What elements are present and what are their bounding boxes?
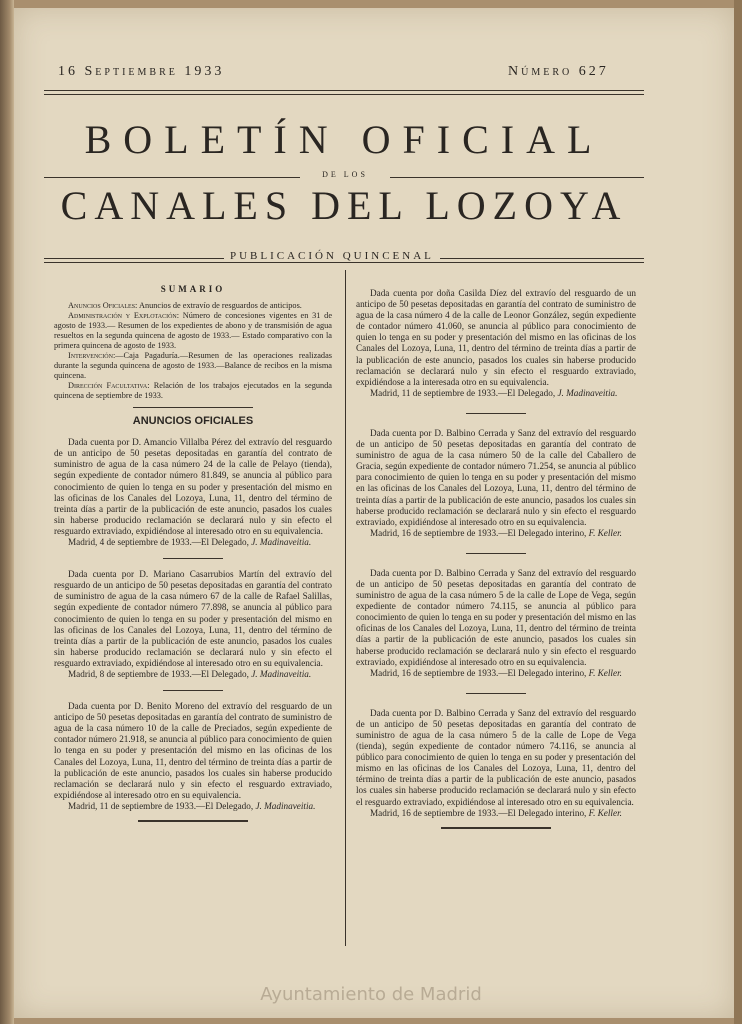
notice-signer: F. Keller. <box>588 807 622 818</box>
notice-date: Madrid, 4 de septiembre de 1933.—El Delegado, <box>68 537 252 548</box>
issue-number: Número 627 <box>508 64 609 79</box>
sumario-item-lead: Anuncios Oficiales: <box>68 301 138 311</box>
header-rule-top <box>44 90 644 91</box>
sumario-heading: SUMARIO <box>160 284 226 294</box>
notice-signer: J. Madinaveitia. <box>251 537 312 548</box>
notice <box>356 428 636 554</box>
notice-body: Dada cuenta por D. Balbino Cerrada y Sanz del extravío del resguardo de un anticipo de 50 pesetas depositadas en garantía del contrato de suministro de agua de la casa número 5 de la calle de Lope de Vega, según expediente de contador número 74.115, se anuncia al público para conocimiento de quien lo tenga en su poder y presentación del mismo en las oficinas de los Canales del Lozoya, Luna, 11, dentro del término de treinta días a partir de la publicación de este anuncio, pasados los cuales sin haberse producido reclamación se declarará nulo y sin efecto el resguardo extraviado, expidiéndose al interesado otro en su equivalencia. <box>356 567 636 667</box>
notice <box>54 437 332 559</box>
title-de-los: DE LOS <box>300 170 390 179</box>
publication-rule-double <box>44 262 644 263</box>
sumario-item-lead: Intervención: <box>68 351 116 361</box>
notice-signature <box>54 801 332 812</box>
right-column <box>356 288 636 829</box>
notice-body: Dada cuenta por D. Balbino Cerrada y Sanz del extravío del resguardo de un anticipo de 50 pesetas depositadas en garantía del contrato de suministro de agua de la casa número 50 de la calle del Caballero de Gracia, según expediente de contador número 71.254, se anuncia al público para conocimiento de quien lo tenga en su poder y presentación del mismo en las oficinas de los Canales del Lozoya, Luna, 11, dentro del término de treinta días a partir de la publicación de este anuncio, pasados los cuales sin haberse producido reclamación se declarará nulo y sin efecto el resguardo extraviado, expidiéndose al interesado otro en su equivalencia. <box>356 427 636 527</box>
notice-date: Madrid, 8 de septiembre de 1933.—El Delegado, <box>68 668 252 679</box>
notice-signature <box>356 388 636 399</box>
publication-frequency: PUBLICACIÓN QUINCENAL <box>224 250 440 262</box>
sumario-item <box>54 311 332 351</box>
notice <box>356 708 636 829</box>
header-rule-top-double <box>44 94 644 95</box>
title-canales-del-lozoya: CANALES DEL LOZOYA <box>60 183 628 228</box>
sumario-item-text: —Caja Pagaduría.—Resumen de las operaciones realizadas durante la segunda quincena de agosto de 1933.—Balance de recibos en la misma quincena. <box>54 351 332 381</box>
notice-signature <box>54 669 332 680</box>
notice-signer: J. Madinaveitia. <box>251 668 312 679</box>
notice-signer: J. Madinaveitia. <box>255 800 316 811</box>
notice-divider <box>466 693 526 694</box>
sumario-item <box>54 351 332 381</box>
end-rule <box>441 827 551 829</box>
notice-signature <box>54 537 332 548</box>
notice-body: Dada cuenta por D. Mariano Casarrubios Martín del extravío del resguardo de un anticipo de 50 pesetas depositadas en garantía del contrato de suministro de agua de la casa número 67 de la calle de Rafael Salillas, según expediente de contador número 77.898, se anuncia al público para conocimiento de quien lo tenga en su poder y presentación del mismo en las oficinas de los Canales del Lozoya, Luna, 11, dentro del término de treinta días a partir de la publicación de este anuncio, pasados los cuales sin haberse producido reclamación se declarará nulo y sin efecto el resguardo extraviado, expidiéndose al interesado otro en su equivalencia. <box>54 569 332 668</box>
notice <box>54 569 332 691</box>
sumario-item-text: Número de concesiones vigentes en 31 de agosto de 1933.— Resumen de los expedientes de abono y de transmisión de agua resueltos en la segunda quincena de agosto de 1933.— Estado comparativo con la primera quincena de agosto de 1933. <box>54 311 332 351</box>
notice-date: Madrid, 16 de septiembre de 1933.—El Delegado interino, <box>370 807 587 818</box>
notice-divider <box>466 553 526 554</box>
end-rule <box>138 820 248 822</box>
anuncios-heading: ANUNCIOS OFICIALES <box>132 415 254 428</box>
notice <box>356 288 636 414</box>
notice-divider <box>163 558 223 559</box>
book-edge <box>734 0 742 1024</box>
sumario-list <box>54 301 332 401</box>
notice-signer: F. Keller. <box>588 667 622 678</box>
sumario-item-text: Anuncios de extravío de resguardos de anticipos. <box>137 301 302 311</box>
notice-signature <box>356 528 636 539</box>
sumario-item-text: Relación de los trabajos ejecutados en la segunda quincena de septiembre de 1933. <box>54 381 332 401</box>
notice-signer: F. Keller. <box>588 527 622 538</box>
left-column <box>54 284 332 822</box>
issue-date: 16 Septiembre 1933 <box>58 64 225 79</box>
notice-body: Dada cuenta por D. Balbino Cerrada y Sanz del extravío del resguardo de un anticipo de 50 pesetas depositadas en garantía del contrato de suministro de agua de la casa número 5 de la calle de Lope de Vega (tienda), según expediente de contador número 74.116, se anuncia al público para conocimiento de quien lo tenga en su poder y presentación del mismo en las oficinas de los Canales del Lozoya, Luna, 11, dentro del término de treinta días a partir de la publicación de este anuncio, pasados los cuales sin haberse producido reclamación se declarará nulo y sin efecto el resguardo extraviado, expidiéndose al interesado otro en su equivalencia. <box>356 707 636 807</box>
notice-divider <box>466 413 526 414</box>
notice-date: Madrid, 16 de septiembre de 1933.—El Delegado interino, <box>370 527 587 538</box>
column-divider <box>345 270 346 946</box>
notice-signature <box>356 808 636 819</box>
right-notices <box>356 288 636 829</box>
notice-signer: J. Madinaveitia. <box>557 387 618 398</box>
notice-divider <box>163 690 223 691</box>
sumario-item-lead: Dirección Facultativa: <box>68 381 150 391</box>
notice-signature <box>356 668 636 679</box>
notice-body: Dada cuenta por D. Benito Moreno del extravío del resguardo de un anticipo de 50 pesetas depositadas en garantía del contrato de suministro de agua de la casa número 10 de la calle de Preciados, según expediente de contador número 21.918, se anuncia al público para conocimiento de quien lo tenga en su poder y presentación del mismo en las oficinas de los Canales del Lozoya, Luna, 11, dentro del término de treinta días a partir de la publicación de este anuncio, pasados los cuales sin haberse producido reclamación se declarará nulo y sin efecto el resguardo extraviado, expidiéndose al interesado otro en su equivalencia. <box>54 701 332 800</box>
notice-body: Dada cuenta por D. Amancio Villalba Pérez del extravío del resguardo de un anticipo de 50 pesetas depositadas en garantía del contrato de suministro de agua de la casa número 24 de la calle de Pelayo (tienda), según expediente de contador número 81.849, se anuncia al público para conocimiento de quien lo tenga en su poder y presentación del mismo en las oficinas de los Canales del Lozoya, Luna, 11, dentro del término de treinta días a partir de la publicación de este anuncio, pasados los cuales sin haberse producido reclamación se declarará nulo y sin efecto el resguardo extraviado, expidiéndose al interesado otro en su equivalencia. <box>54 437 332 536</box>
notice <box>356 568 636 694</box>
book-binding <box>0 0 14 1024</box>
notice-date: Madrid, 11 de septiembre de 1933.—El Delegado, <box>370 387 558 398</box>
notice-date: Madrid, 16 de septiembre de 1933.—El Delegado interino, <box>370 667 587 678</box>
notice-body: Dada cuenta por doña Casilda Díez del extravío del resguardo de un anticipo de 50 pesetas depositadas en garantía del contrato de suministro de agua de la casa número 4 de la calle de Leonor González, según expediente de contador número 41.060, se anuncia al público para conocimiento de quien lo tenga en su poder y presentación del mismo en las oficinas de los Canales del Lozoya, Luna, 11, dentro del término de treinta días a partir de la publicación de este anuncio, pasados los cuales sin haberse producido reclamación se declarará nulo y sin efecto el resguardo extraviado, expidiéndose a la interesada otro en su equivalencia. <box>356 288 636 387</box>
archive-watermark: Ayuntamiento de Madrid <box>260 984 482 1005</box>
sumario-divider <box>133 407 253 408</box>
left-notices <box>54 437 332 822</box>
sumario-item <box>54 301 332 311</box>
sumario-item <box>54 381 332 401</box>
sumario-item-lead: Administración y Explotación: <box>68 311 180 321</box>
title-boletin-oficial: BOLETÍN OFICIAL <box>84 117 604 162</box>
notice <box>54 701 332 822</box>
notice-date: Madrid, 11 de septiembre de 1933.—El Delegado, <box>68 800 256 811</box>
